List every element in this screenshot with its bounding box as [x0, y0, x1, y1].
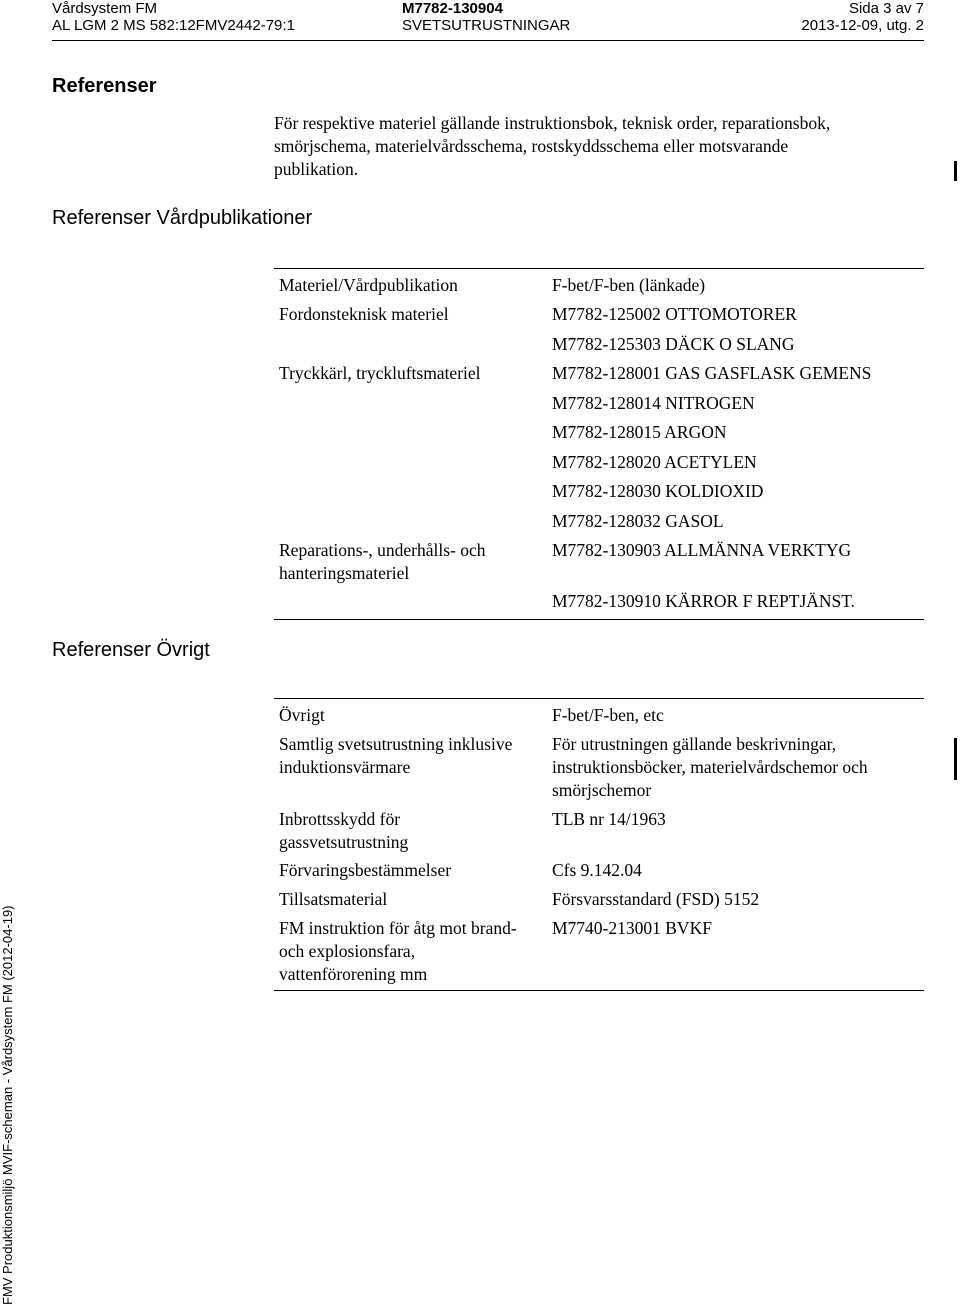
ovrigt-cell: [274, 808, 547, 859]
table-row: [274, 303, 924, 362]
materiel-line: Reparations-, underhålls- och: [279, 540, 486, 560]
reference-cell: [547, 733, 924, 808]
document-title: SVETSUTRUSTNINGAR: [402, 17, 571, 34]
referenser-intro: [274, 112, 934, 181]
table-row: [274, 362, 924, 539]
reference-item: M7782-125002 OTTOMOTORER: [552, 304, 797, 324]
sidebar-footer-text: FMV Produktionsmiljö MVIF-scheman - Vårdsystem FM (2012-04-19): [0, 905, 15, 1305]
vardpublikationer-heading: Referenser Vårdpublikationer: [52, 207, 313, 229]
reference-cell: Försvarsstandard (FSD) 5152: [552, 889, 760, 909]
cell-line: FM instruktion för åtg mot brand-: [279, 918, 517, 938]
reference-cell: [547, 359, 924, 539]
table-header-row: [274, 699, 924, 733]
reference-item: M7782-128015 ARGON: [552, 422, 727, 442]
reference-cell: [547, 808, 924, 859]
cell-line: induktionsvärmare: [279, 757, 411, 777]
intro-line: För respektive materiel gällande instruktionsbok, teknisk order, reparationsbok,: [274, 113, 831, 133]
reference-item: M7782-128030 KOLDIOXID: [552, 481, 764, 501]
column-header: F-bet/F-ben, etc: [552, 705, 664, 725]
intro-line: publikation.: [274, 159, 359, 179]
date-edition: 2013-12-09, utg. 2: [801, 17, 924, 34]
table-row: [274, 859, 924, 888]
ovrigt-cell: [274, 917, 547, 990]
cell-line: Inbrottsskydd för: [279, 809, 401, 829]
reference-item: M7782-128020 ACETYLEN: [552, 451, 757, 472]
reference-cell: [547, 300, 924, 362]
change-bar: [954, 161, 957, 181]
materiel-cell: Tryckkärl, tryckluftsmateriel: [279, 363, 481, 383]
table-bottom-rule: [274, 990, 924, 991]
reference-cell: [547, 539, 924, 619]
reference-item: M7782-128032 GASOL: [552, 510, 724, 531]
reference-item: M7782-130910 KÄRROR F REPTJÄNST.: [552, 591, 856, 611]
reference-cell: Cfs 9.142.04: [552, 860, 642, 880]
ovrigt-heading: Referenser Övrigt: [52, 639, 210, 661]
ovrigt-cell: Tillsatsmaterial: [279, 889, 388, 909]
cell-line: TLB nr 14/1963: [552, 809, 666, 829]
ovrigt-cell: [274, 733, 547, 808]
intro-line: smörjschema, materielvårdsschema, rostskyddsschema eller motsvarande: [274, 136, 789, 156]
reference-item: M7782-128001 GAS GASFLASK GEMENS: [552, 363, 872, 383]
reference-cell: M7740-213001 BVKF: [552, 918, 712, 938]
cell-line: och explosionsfara,: [279, 941, 416, 961]
table-header-row: [274, 269, 924, 303]
page-number: Sida 3 av 7: [848, 0, 924, 17]
table-row: [274, 539, 924, 619]
cell-line: Samtlig svetsutrustning inklusive: [279, 734, 513, 754]
cell-line: För utrustningen gällande beskrivningar,: [552, 734, 837, 754]
table-row: [274, 808, 924, 859]
materiel-line: hanteringsmateriel: [279, 563, 410, 583]
vardpublikationer-table: [274, 268, 924, 620]
reference-item: M7782-125303 DÄCK O SLANG: [552, 333, 795, 354]
ovrigt-table: [274, 698, 924, 991]
header-divider: [52, 40, 924, 41]
change-bar: [954, 738, 957, 780]
cell-line: gassvetsutrustning: [279, 832, 409, 852]
cell-line: vattenförorening mm: [279, 964, 428, 984]
column-header: Materiel/Vårdpublikation: [279, 275, 458, 295]
materiel-cell: Fordonsteknisk materiel: [279, 304, 449, 324]
table-row: [274, 888, 924, 917]
table-row: [274, 733, 924, 808]
materiel-cell: [274, 539, 547, 619]
system-name: Vårdsystem FM: [52, 0, 158, 17]
ovrigt-cell: Förvaringsbestämmelser: [279, 860, 452, 880]
cell-line: smörjschemor: [552, 780, 652, 800]
column-header: Övrigt: [279, 705, 325, 725]
document-reference: AL LGM 2 MS 582:12FMV2442-79:1: [52, 17, 295, 34]
referenser-heading: Referenser: [52, 75, 157, 97]
table-row: [274, 917, 924, 990]
column-header: F-bet/F-ben (länkade): [552, 275, 706, 295]
reference-item: M7782-128014 NITROGEN: [552, 392, 755, 413]
reference-item: M7782-130903 ALLMÄNNA VERKTYG: [552, 540, 852, 560]
table-bottom-rule: [274, 619, 924, 620]
cell-line: instruktionsböcker, materielvårdschemor och: [552, 757, 868, 777]
document-number: M7782-130904: [402, 0, 503, 17]
